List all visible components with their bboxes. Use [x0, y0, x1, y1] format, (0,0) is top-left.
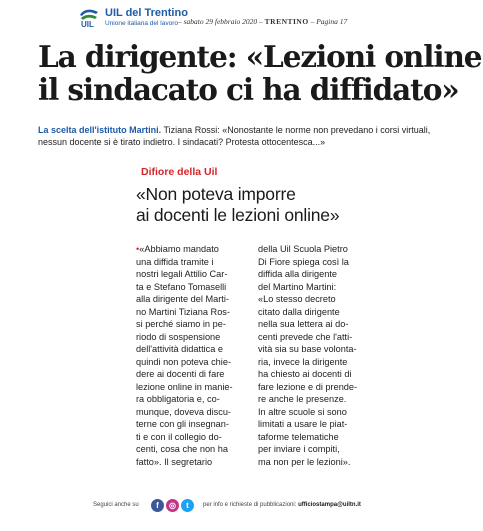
org-name: UIL del Trentino [105, 7, 188, 19]
article-line [258, 431, 378, 444]
article-line-text: limitati a usare le piat- [258, 419, 348, 429]
quote-line-2: ai docenti le lezioni online» [136, 205, 340, 225]
section-name: TRENTINO [264, 17, 309, 26]
article-line-text: re anche le presenze. [258, 394, 347, 404]
page-header [0, 0, 483, 34]
article-line [136, 256, 256, 269]
article-line-text: quindi non poteva chie- [136, 356, 232, 367]
article-line-text: ria, invece la dirigente [258, 356, 348, 367]
article-line-text: terne con gli insegnan- [136, 419, 229, 429]
article-line [258, 443, 378, 456]
article-line [258, 318, 378, 331]
article-line-text: centi prevede che l'atti- [258, 331, 353, 342]
org-subtitle: Unione italiana del lavoro [105, 20, 178, 27]
article-line-text: per inviare i compiti, [258, 444, 340, 454]
contact-info [203, 502, 361, 508]
article-line-text: diffida alla dirigente [258, 269, 337, 279]
dateline: – sabato 29 febbraio 2020 – TRENTINO – Pagina 17 [178, 17, 348, 26]
page-footer [0, 498, 483, 516]
summary-text: Tiziana Rossi: «Nonostante le norme non prevedano i corsi virtuali, nessun docente si è tirato indietro. I sindacati? Protesta ottocentesca...» [38, 125, 431, 147]
article-line [258, 331, 378, 344]
article-line [258, 418, 378, 431]
article-line [136, 331, 256, 344]
article-column-1 [136, 243, 256, 468]
article-line-text: Di Fiore spiega così la [258, 256, 349, 267]
article-line-text: si perché siamo in pe- [136, 319, 226, 329]
article-line-text: centi, cosa che non ha [136, 444, 228, 454]
article-line-text: fare lezione e di prende- [258, 381, 358, 392]
article-line-text: alla dirigente del Marti- [136, 294, 229, 304]
article-line-text: ta e Stefano Tomaselli [136, 281, 227, 292]
facebook-icon[interactable]: f [151, 499, 164, 512]
article-line [136, 293, 256, 306]
article-line [136, 406, 256, 419]
summary [38, 124, 458, 148]
article-line [136, 393, 256, 406]
article-line [136, 431, 256, 444]
article-line-text: vità sia su base volonta- [258, 344, 357, 354]
article-line-text: fatto». Il segretario [136, 456, 213, 467]
article-line [136, 243, 256, 256]
article-line-text: dell'attività didattica e [136, 344, 224, 354]
contact-label: per info e richieste di pubblicazioni: [203, 502, 297, 508]
article-line [258, 381, 378, 394]
article-line [258, 456, 378, 469]
article-line-text: lezione online in manie- [136, 381, 233, 392]
article-line [258, 343, 378, 356]
article-line-text: ti e con il collegio do- [136, 431, 222, 442]
article-line-text: nella sua lettera ai do- [258, 319, 349, 329]
article-line-text: dere ai docenti di fare [136, 369, 225, 379]
article-line-text: una diffida tramite i [136, 256, 214, 267]
article-line [258, 256, 378, 269]
article-line-text: «Lo stesso decreto [258, 294, 336, 304]
article-line [136, 318, 256, 331]
follow-label: Seguici anche su [93, 502, 139, 508]
summary-kicker: La scelta dell'istituto Martini. [38, 125, 162, 135]
article-line [136, 306, 256, 319]
svg-text:UIL: UIL [81, 20, 94, 28]
article-line [136, 368, 256, 381]
article-line [136, 456, 256, 469]
article-line-text: ma non per le lezioni». [258, 456, 351, 467]
page-number: Pagina 17 [316, 17, 348, 26]
article-line [258, 268, 378, 281]
uil-logo-icon [77, 6, 101, 28]
article-line [258, 243, 378, 256]
article-line-text: citato dalla dirigente [258, 306, 340, 317]
article-line-text: ha chiesto ai docenti di [258, 369, 352, 379]
quote-headline [136, 184, 339, 226]
article-line [258, 406, 378, 419]
article-line [258, 306, 378, 319]
article-line [136, 268, 256, 281]
article-line-text: nostri legali Attilio Car- [136, 269, 228, 279]
headline-line-1: La dirigente: «Lezioni online [38, 39, 482, 74]
section-tag: Difiore della Uil [141, 166, 218, 178]
contact-email[interactable]: ufficiostampa@uiltn.it [298, 502, 361, 508]
article-line [136, 443, 256, 456]
article-line [258, 281, 378, 294]
issue-date: sabato 29 febbraio 2020 [183, 17, 258, 26]
article-line-text: In altre scuole si sono [258, 406, 347, 417]
article-line-text: «Abbiamo mandato [139, 244, 219, 254]
article-line [258, 393, 378, 406]
twitter-icon[interactable]: t [181, 499, 194, 512]
instagram-icon[interactable]: ◎ [166, 499, 179, 512]
article-line [258, 293, 378, 306]
article-line [258, 356, 378, 369]
article-line-text: munque, doveva discu- [136, 406, 231, 417]
article-line-text: taforme telematiche [258, 431, 339, 442]
article-line [136, 281, 256, 294]
headline-line-2: il sindacato ci ha diffidato» [38, 72, 459, 107]
article-line [136, 356, 256, 369]
article-line-text: no Martini Tiziana Ros- [136, 306, 230, 317]
article-line [136, 381, 256, 394]
article-line [258, 368, 378, 381]
article-line-text: del Martino Martini: [258, 281, 337, 292]
article-line-text: ra obbligatoria e, co- [136, 394, 220, 404]
article-line-text: riodo di sospensione [136, 331, 221, 342]
article-column-2 [258, 243, 378, 468]
quote-line-1: «Non poteva imporre [136, 184, 296, 204]
article-line [136, 343, 256, 356]
headline [38, 39, 482, 107]
article-line-text: della Uil Scuola Pietro [258, 244, 348, 254]
bullet-marker: • [136, 244, 140, 254]
article-line [136, 418, 256, 431]
